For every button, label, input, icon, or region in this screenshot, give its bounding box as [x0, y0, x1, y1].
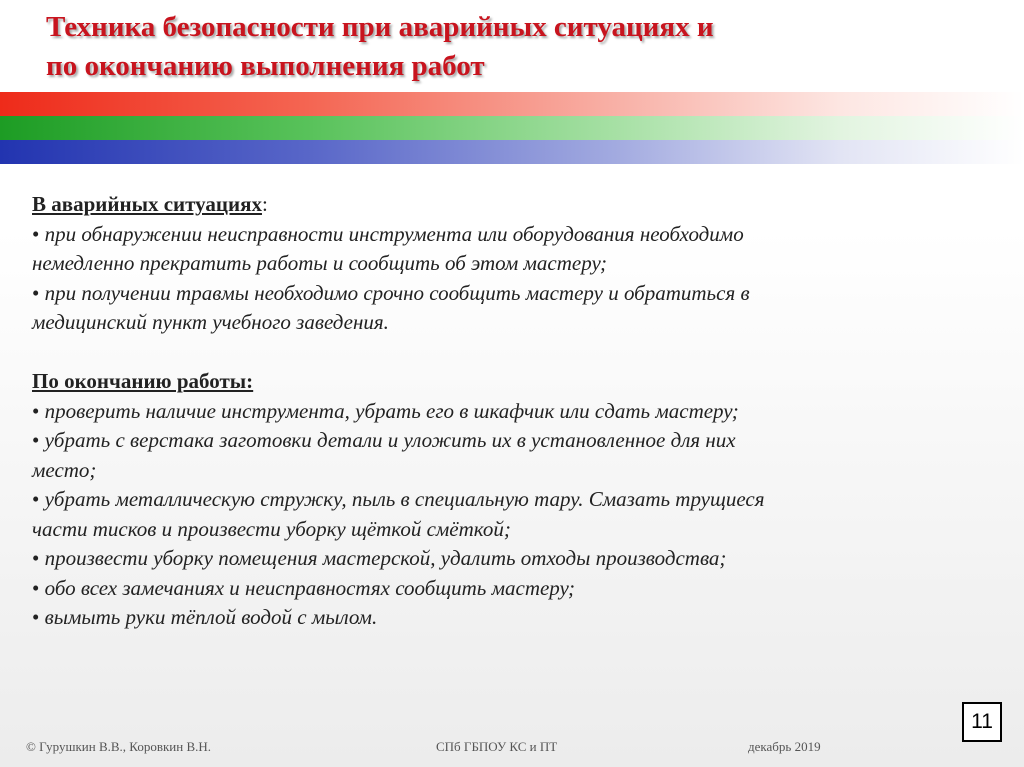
emergency-heading-text: В аварийных ситуациях [32, 192, 262, 216]
bullet-item [32, 220, 952, 279]
bullet-item [32, 574, 952, 604]
emergency-heading [32, 190, 952, 220]
decorative-stripe-blue [0, 140, 1024, 164]
bullet-text: обо всех замечаниях и неисправностях сообщить мастеру; [39, 575, 576, 600]
bullet-item [32, 426, 952, 485]
bullet-text: убрать с верстака заготовки детали и уложить их в установленное для них [39, 428, 736, 452]
footer-date: декабрь 2019 [748, 739, 821, 754]
page-number: 11 [971, 710, 993, 733]
slide-content [32, 190, 952, 633]
bullet-item [32, 485, 952, 544]
bullet-mark: • [32, 575, 40, 600]
slide-title-line-1: Техника безопасности при аварийных ситуациях и [46, 11, 714, 43]
completion-heading [32, 367, 952, 397]
bullet-item [32, 279, 952, 338]
bullet-item [32, 544, 952, 574]
bullet-text: убрать металлическую стружку, пыль в специальную тару. Смазать трущиеся [39, 487, 765, 511]
decorative-stripe-green [0, 116, 1024, 140]
bullet-mark: • [32, 280, 40, 305]
section-spacer [32, 338, 952, 368]
bullet-mark: • [32, 546, 40, 570]
bullet-text: при получении травмы необходимо срочно сообщить мастеру и обратиться в [39, 280, 750, 305]
bullet-text-continued: место; [32, 457, 97, 482]
emergency-heading-colon: : [261, 192, 268, 216]
bullet-text-continued: немедленно прекратить работы и сообщить об этом мастеру; [32, 251, 607, 275]
decorative-stripe-red [0, 92, 1024, 116]
bullet-text: проверить наличие инструмента, убрать его в шкафчик или сдать мастеру; [39, 398, 739, 423]
bullet-mark: • [32, 428, 40, 452]
completion-section [32, 367, 952, 633]
bullet-item [32, 603, 952, 633]
bullet-mark: • [32, 398, 40, 423]
page-number-box [962, 702, 1002, 742]
bullet-mark: • [32, 487, 40, 511]
slide-title [46, 8, 946, 86]
bullet-text: вымыть руки тёплой водой с мылом. [39, 605, 378, 629]
bullet-mark: • [32, 221, 40, 246]
bullet-text-continued: части тисков и произвести уборку щёткой смёткой; [32, 516, 511, 541]
slide-title-line-2: по окончанию выполнения работ [46, 50, 485, 82]
footer-authors: © Гурушкин В.В., Коровкин В.Н. [26, 739, 212, 754]
bullet-item [32, 397, 952, 427]
bullet-mark: • [32, 605, 40, 629]
completion-heading-text: По окончанию работы: [32, 369, 254, 393]
emergency-section [32, 190, 952, 338]
bullet-text: произвести уборку помещения мастерской, удалить отходы производства; [39, 546, 727, 570]
bullet-text: при обнаружении неисправности инструмента или оборудования необходимо [39, 221, 744, 246]
bullet-text-continued: медицинский пункт учебного заведения. [32, 310, 389, 334]
footer-organization: СПб ГБПОУ КС и ПТ [436, 739, 558, 754]
